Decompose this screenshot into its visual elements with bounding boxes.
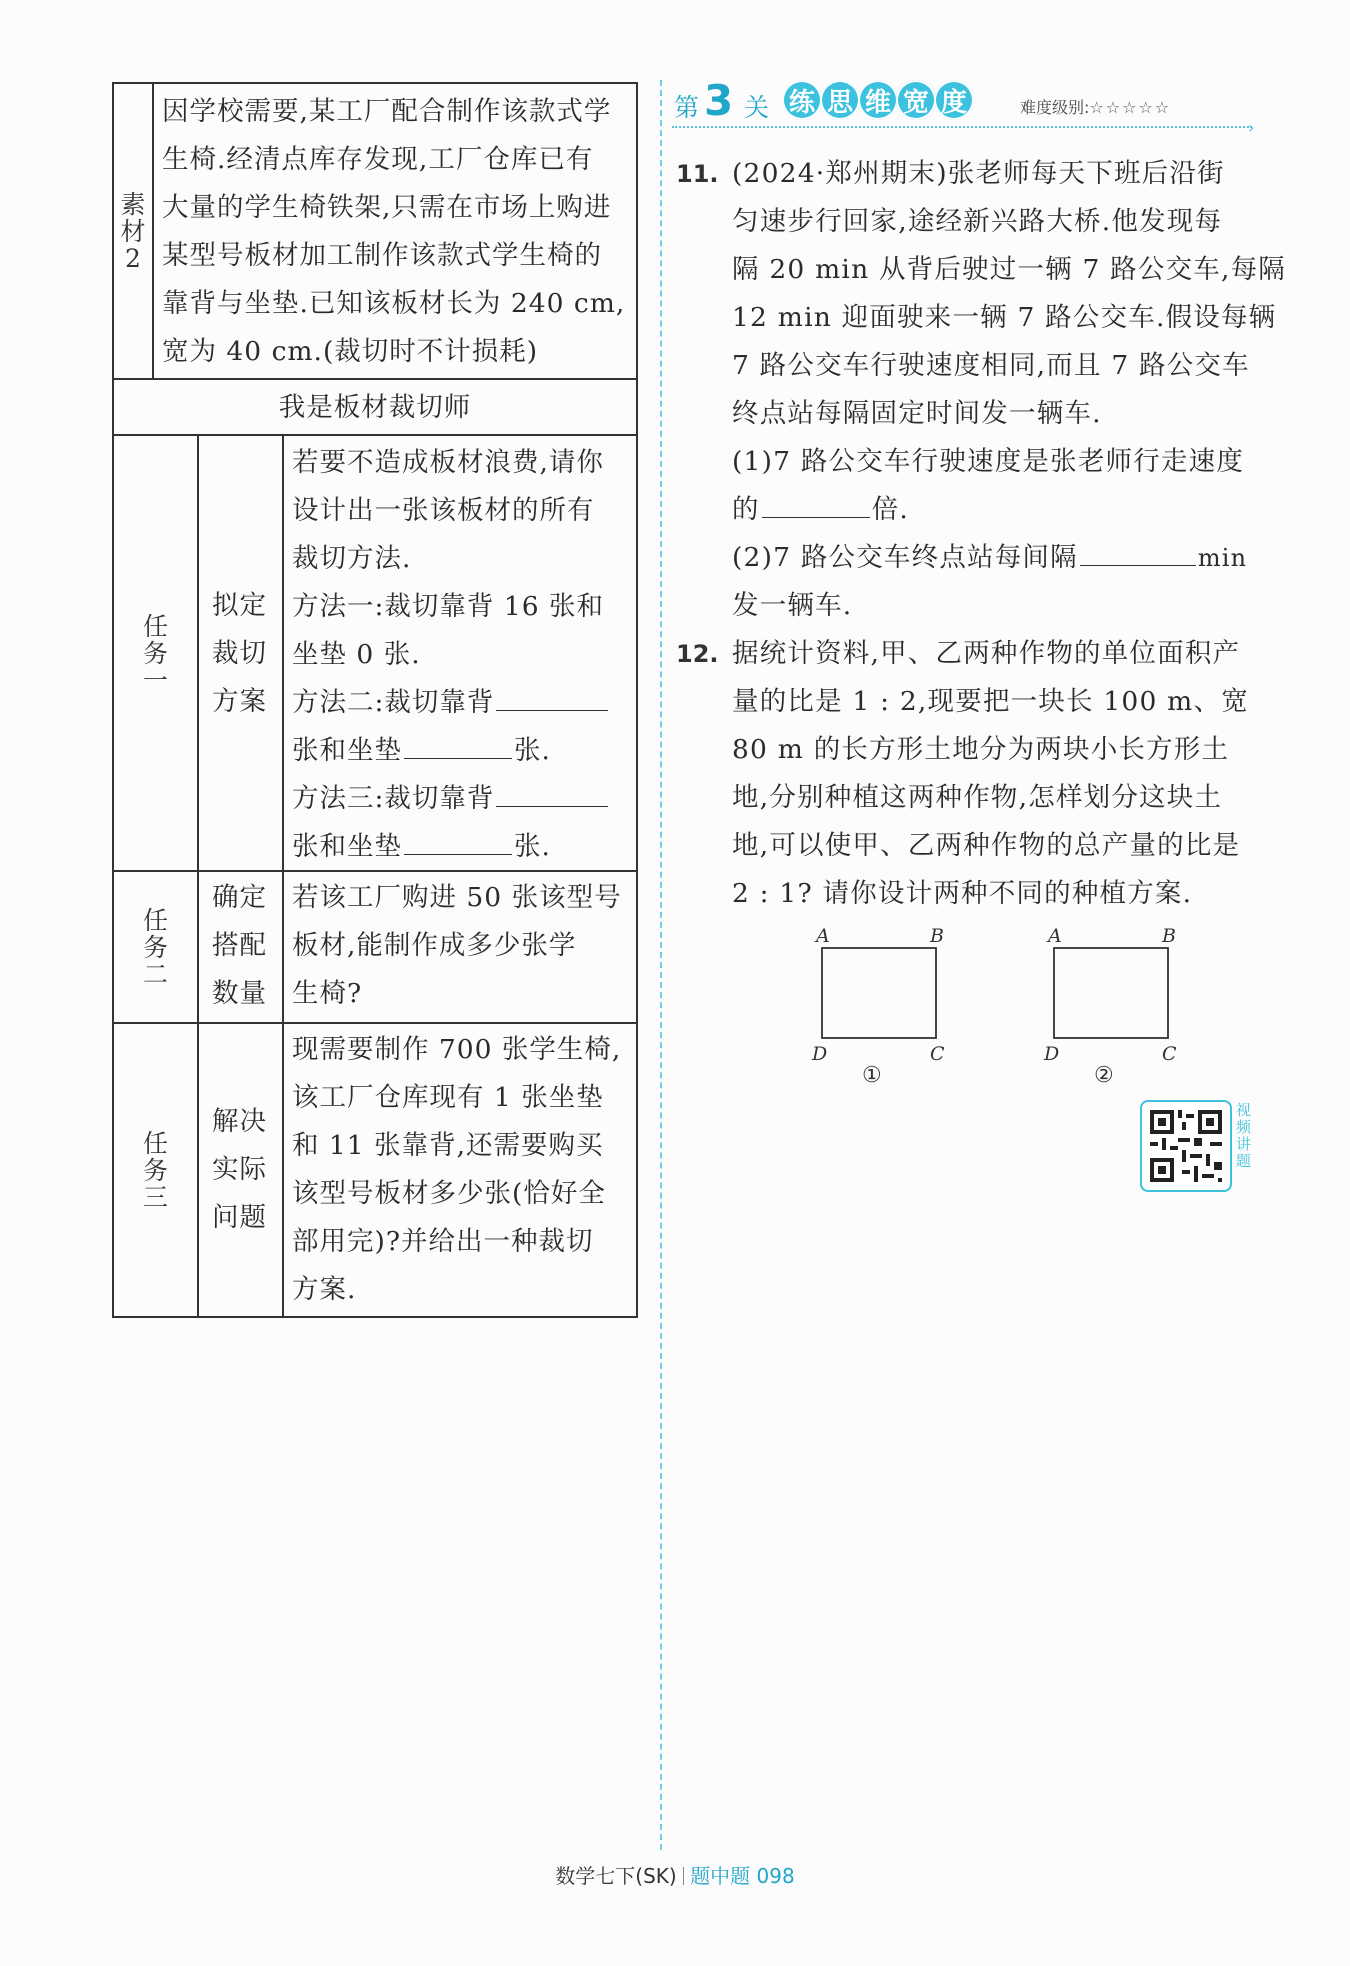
- text-line: 裁切: [212, 638, 267, 669]
- diagram-caption: ②: [1094, 1063, 1114, 1088]
- text-line: 问题: [212, 1202, 267, 1233]
- label-char: 任: [142, 905, 168, 935]
- text-line: 和 11 张靠背,还需要购买: [292, 1130, 604, 1161]
- text-line: 据统计资料,甲、乙两种作物的单位面积产: [732, 638, 1241, 669]
- text-span: 张和坐垫: [292, 735, 402, 766]
- text-line: 现需要制作 700 张学生椅,: [292, 1034, 622, 1065]
- vertex-label-d: D: [1044, 1043, 1060, 1065]
- section-header: [672, 76, 1257, 137]
- row-divider: [114, 378, 636, 380]
- label-char: 三: [142, 1182, 168, 1212]
- answer-blank[interactable]: [496, 805, 608, 807]
- title-bubble: 维: [858, 80, 898, 120]
- text-line: 实际: [212, 1154, 267, 1185]
- col-divider: [152, 84, 154, 378]
- text-line: 隔 20 min 从背后驶过一辆 7 路公交车,每隔: [732, 254, 1286, 285]
- text-line: 某型号板材加工制作该款式学生椅的: [162, 240, 602, 271]
- qr-code-icon[interactable]: [1140, 1100, 1232, 1192]
- text-line: 该型号板材多少张(恰好全: [292, 1178, 606, 1209]
- text-line: 因学校需要,某工厂配合制作该款式学: [162, 96, 612, 127]
- rectangle-shape: [822, 948, 936, 1038]
- question-number: 12.: [676, 640, 719, 668]
- task2-text: [292, 874, 622, 1018]
- label-char: 2: [125, 243, 141, 273]
- role-title: 我是板材裁切师: [278, 392, 472, 423]
- text-line: 搭配: [212, 930, 267, 961]
- method3-line1: [292, 775, 610, 823]
- text-line: 板材,能制作成多少张学: [292, 930, 577, 961]
- title-bubble: 宽: [896, 80, 936, 120]
- text-line: 生椅?: [292, 978, 363, 1009]
- task3-name: [197, 1098, 282, 1242]
- q11-part2-line1: [732, 534, 1247, 582]
- difficulty-label: 难度级别:: [1020, 98, 1090, 117]
- rectangle-diagram-2: [1042, 920, 1182, 1090]
- title-bubble: 练: [782, 80, 822, 120]
- footer-book-name: 数学七下(SK): [555, 1864, 677, 1888]
- text-line: 方案.: [292, 1274, 357, 1305]
- label-char: 二: [142, 959, 168, 989]
- column-divider: [660, 80, 662, 1850]
- text-line: 拟定: [212, 590, 267, 621]
- text-span: 张和坐垫: [292, 831, 402, 862]
- text-span: 的: [732, 494, 760, 525]
- text-line: 数量: [212, 978, 267, 1009]
- text-line: 方法一:裁切靠背 16 张和: [292, 591, 604, 622]
- vertex-label-a: A: [816, 925, 830, 947]
- material-label: [114, 84, 152, 378]
- method3-line2: [292, 823, 610, 871]
- dotted-underline: [672, 126, 1252, 128]
- text-line: 80 m 的长方形土地分为两块小长方形土: [732, 734, 1230, 765]
- text-line: 方案: [212, 686, 267, 717]
- text-span: 方法二:裁切靠背: [292, 687, 495, 718]
- method2-line2: [292, 727, 610, 775]
- vertex-label-b: B: [1162, 925, 1176, 947]
- title-bubble: 思: [820, 80, 860, 120]
- text-line: 生椅.经清点库存发现,工厂仓库已有: [162, 144, 594, 175]
- text-line: (1)7 路公交车行驶速度是张老师行走速度: [732, 446, 1245, 477]
- text-span: 方法三:裁切靠背: [292, 783, 495, 814]
- vertex-label-d: D: [812, 1043, 828, 1065]
- diagram-caption: ①: [862, 1063, 882, 1088]
- text-line: 终点站每隔固定时间发一辆车.: [732, 398, 1102, 429]
- footer-separator: [683, 1867, 685, 1885]
- rectangle-diagram-1: [810, 920, 950, 1090]
- text-line: 若该工厂购进 50 张该型号: [292, 882, 622, 913]
- vertex-label-c: C: [1162, 1043, 1177, 1065]
- section-number: 3: [704, 76, 734, 125]
- text-line: 靠背与坐垫.已知该板材长为 240 cm,: [162, 288, 626, 319]
- section-di: 第: [674, 93, 700, 122]
- label-char: 素: [120, 189, 146, 219]
- task2-label: [114, 872, 197, 1022]
- title-bubble: 度: [934, 80, 974, 120]
- task1-label: [114, 436, 197, 870]
- label-char: 任: [142, 611, 168, 641]
- star-rating-icon: ☆☆☆☆☆: [1089, 98, 1172, 117]
- task1-name: [197, 582, 282, 726]
- text-span: 倍.: [871, 494, 910, 525]
- text-line: 该工厂仓库现有 1 张坐垫: [292, 1082, 604, 1113]
- text-line: 设计出一张该板材的所有: [292, 495, 595, 526]
- material-text: [162, 88, 625, 376]
- text-line: 裁切方法.: [292, 543, 412, 574]
- vertex-label-a: A: [1048, 925, 1062, 947]
- label-char: 务: [142, 932, 168, 962]
- col-divider: [282, 434, 284, 1316]
- section-guan: 关: [744, 93, 770, 122]
- q11-part1-line2: [732, 486, 909, 534]
- footer-page-label: 题中题 098: [690, 1864, 795, 1888]
- task3-text: [292, 1026, 621, 1314]
- text-line: 部用完)?并给出一种裁切: [292, 1226, 594, 1257]
- answer-blank[interactable]: [404, 757, 512, 759]
- text-span: (2)7 路公交车终点站每间隔: [732, 542, 1078, 573]
- task-table: [112, 82, 638, 1318]
- question-number: 11.: [676, 160, 719, 188]
- text-line: 大量的学生椅铁架,只需在市场上购进: [162, 192, 612, 223]
- answer-blank[interactable]: [496, 709, 608, 711]
- text-line: 匀速步行回家,途经新兴路大桥.他发现每: [732, 206, 1223, 237]
- method2-line1: [292, 679, 610, 727]
- task1-text: [292, 439, 610, 871]
- text-span: min: [1197, 544, 1248, 572]
- text-span: 张.: [514, 735, 551, 766]
- task3-label: [114, 1024, 197, 1316]
- text-span: 张.: [514, 831, 551, 862]
- task2-name: [197, 874, 282, 1018]
- text-line: 地,分别种植这两种作物,怎样划分这块土: [732, 782, 1223, 813]
- video-qr[interactable]: [1140, 1100, 1258, 1192]
- text-line: (2024·郑州期末)张老师每天下班后沿街: [732, 158, 1225, 189]
- text-line: 地,可以使甲、乙两种作物的总产量的比是: [732, 830, 1241, 861]
- text-line: 12 min 迎面驶来一辆 7 路公交车.假设每辆: [732, 302, 1277, 333]
- text-line: 宽为 40 cm.(裁切时不计损耗): [162, 336, 539, 367]
- vertex-label-c: C: [930, 1043, 945, 1065]
- text-line: 解决: [212, 1106, 267, 1137]
- answer-blank[interactable]: [762, 516, 870, 518]
- text-line: 7 路公交车行驶速度相同,而且 7 路公交车: [732, 350, 1250, 381]
- answer-blank[interactable]: [1080, 564, 1196, 566]
- label-char: 一: [142, 665, 168, 695]
- text-line: 若要不造成板材浪费,请你: [292, 447, 604, 478]
- answer-blank[interactable]: [404, 853, 512, 855]
- text-line: 确定: [212, 882, 267, 913]
- qr-label: 视频讲题: [1236, 1101, 1252, 1170]
- text-line: 坐垫 0 张.: [292, 639, 421, 670]
- page-footer: [0, 1860, 1350, 1889]
- difficulty-level: [1020, 95, 1171, 118]
- rectangle-shape: [1054, 948, 1168, 1038]
- section-title: [782, 80, 972, 124]
- label-char: 任: [142, 1128, 168, 1158]
- label-char: 务: [142, 638, 168, 668]
- vertex-label-b: B: [930, 925, 944, 947]
- text-line: 2 : 1? 请你设计两种不同的种植方案.: [732, 878, 1193, 909]
- arrow-right-icon: ›: [1248, 118, 1255, 137]
- text-line: 发一辆车.: [732, 590, 853, 621]
- label-char: 材: [120, 216, 146, 246]
- label-char: 务: [142, 1155, 168, 1185]
- text-line: 量的比是 1 : 2,现要把一块长 100 m、宽: [732, 686, 1249, 717]
